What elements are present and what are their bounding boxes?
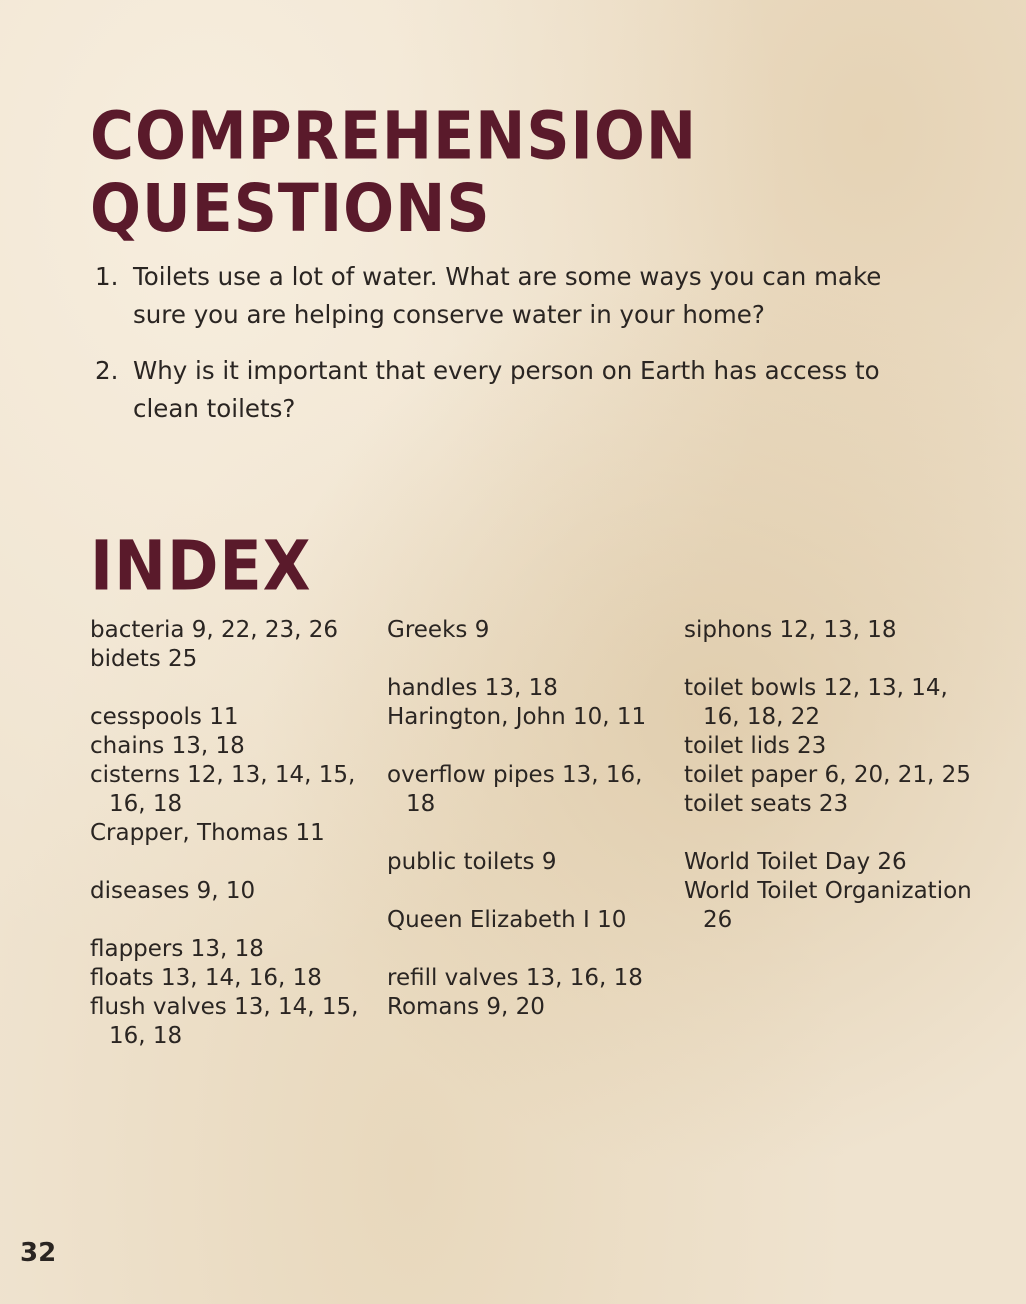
question-text: Toilets use a lot of water. What are some ways you can make sure you are helping conserve water in your home? — [133, 262, 882, 329]
comprehension-questions-heading — [90, 97, 698, 248]
index-entry: handles 13, 18 — [387, 675, 558, 701]
index-entry: Greeks 9 — [387, 617, 490, 643]
index-entry: toilet bowls 12, 13, 14, 16, 18, 22 — [684, 675, 948, 730]
index-entry: public toilets 9 — [387, 849, 557, 875]
page-number: 32 — [20, 1238, 57, 1268]
index-entry: World Toilet Day 26 — [684, 849, 907, 875]
index-entry: chains 13, 18 — [90, 733, 245, 759]
index-entry: diseases 9, 10 — [90, 878, 256, 904]
index-entry: World Toilet Organization 26 — [684, 878, 972, 933]
index-entry: flappers 13, 18 — [90, 936, 264, 962]
index-entry: toilet seats 23 — [684, 791, 849, 817]
heading-line-1: COMPREHENSION — [90, 97, 698, 175]
index-entry: toilet lids 23 — [684, 733, 827, 759]
question-number: 1. — [95, 262, 119, 291]
index-entry: bacteria 9, 22, 23, 26 — [90, 617, 339, 643]
index-entry: floats 13, 14, 16, 18 — [90, 965, 322, 991]
question-item — [95, 258, 895, 334]
letter-gap — [90, 906, 380, 935]
index-heading: INDEX — [90, 525, 312, 606]
index-entry: siphons 12, 13, 18 — [684, 617, 897, 643]
index-entry: cesspools 11 — [90, 704, 239, 730]
letter-gap — [684, 819, 974, 848]
question-number: 2. — [95, 356, 119, 385]
questions-list — [95, 258, 895, 446]
letter-gap — [90, 674, 380, 703]
index-entry: cisterns 12, 13, 14, 15, 16, 18 — [90, 762, 356, 817]
index-entry: Crapper, Thomas 11 — [90, 820, 325, 846]
letter-gap — [387, 877, 677, 906]
index-column-1 — [90, 616, 380, 1051]
index-entry: refill valves 13, 16, 18 — [387, 965, 643, 991]
index-entry: bidets 25 — [90, 646, 198, 672]
index-entry: Romans 9, 20 — [387, 994, 545, 1020]
index-entry: Queen Elizabeth I 10 — [387, 907, 627, 933]
letter-gap — [684, 645, 974, 674]
letter-gap — [387, 645, 677, 674]
heading-line-2: QUESTIONS — [90, 170, 491, 248]
letter-gap — [387, 732, 677, 761]
index-column-2 — [387, 616, 677, 1022]
question-item — [95, 352, 895, 428]
question-text: Why is it important that every person on Earth has access to clean toilets? — [133, 356, 880, 423]
index-entry: flush valves 13, 14, 15, 16, 18 — [90, 994, 359, 1049]
index-entry: Harington, John 10, 11 — [387, 704, 647, 730]
letter-gap — [90, 848, 380, 877]
index-entry: overflow pipes 13, 16, 18 — [387, 762, 643, 817]
index-column-3 — [684, 616, 974, 935]
index-entry: toilet paper 6, 20, 21, 25 — [684, 762, 971, 788]
letter-gap — [387, 935, 677, 964]
letter-gap — [387, 819, 677, 848]
